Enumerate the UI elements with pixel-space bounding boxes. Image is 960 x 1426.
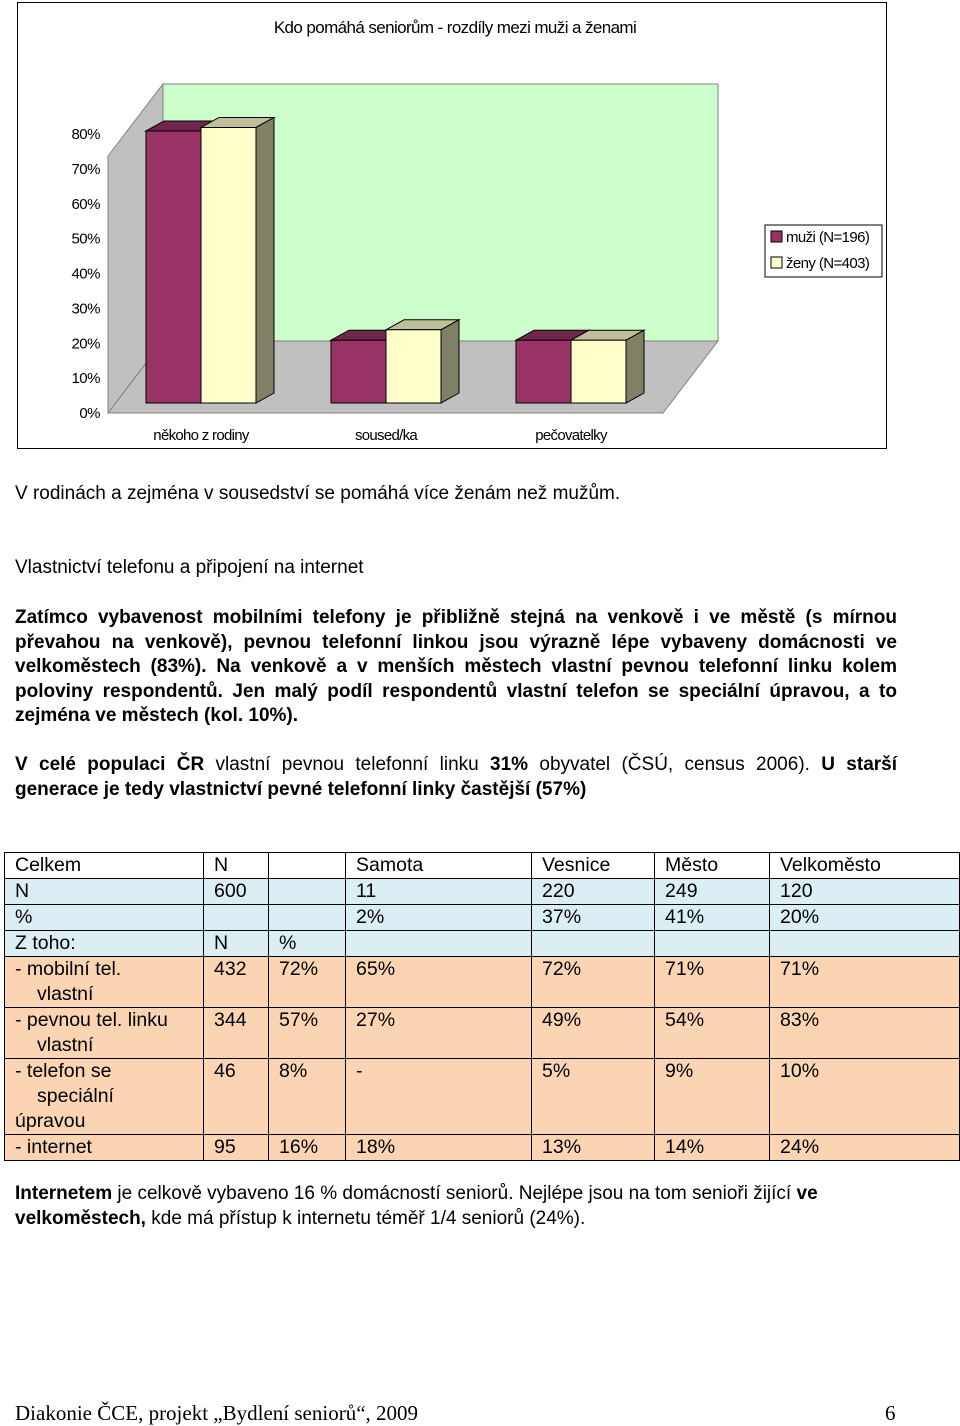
chart-title: Kdo pomáhá seniorům - rozdíly mezi muži a ženami: [273, 18, 637, 37]
table-header-cell: [269, 853, 346, 879]
table-cell: 16%: [269, 1135, 346, 1161]
table-cell: [655, 931, 770, 957]
table-header-row: [5, 853, 960, 879]
para3-text-2: kde má přístup k internetu téměř 1/4 seniorů (24%).: [145, 1208, 586, 1229]
table-row-special-phone: [5, 1059, 960, 1135]
table-cell: [204, 905, 269, 931]
table-cell: [770, 931, 960, 957]
section-heading: Vlastnictví telefonu a připojení na internet: [15, 557, 364, 578]
table-cell: 249: [655, 879, 770, 905]
table-cell: -: [346, 1059, 532, 1135]
table-row-label: [5, 1008, 204, 1059]
table-cell: 65%: [346, 957, 532, 1008]
bar: [331, 340, 386, 403]
table-cell: 71%: [655, 957, 770, 1008]
table-cell: 95: [204, 1135, 269, 1161]
table-cell: [269, 905, 346, 931]
para2-bold-2: 31%: [490, 754, 529, 775]
table-row-label: [5, 957, 204, 1008]
row-label-line: - telefon se: [15, 1060, 112, 1082]
table-cell: 46: [204, 1059, 269, 1135]
table-cell: 49%: [532, 1008, 655, 1059]
table-cell: 600: [204, 879, 269, 905]
table-cell: [269, 879, 346, 905]
table-cell: 41%: [655, 905, 770, 931]
legend-swatch: [771, 257, 782, 268]
paragraph-internet: [15, 1181, 915, 1231]
bar-side: [626, 330, 644, 403]
chart-legend: [765, 225, 882, 277]
table-cell: [532, 931, 655, 957]
table-cell: %: [5, 905, 204, 931]
row-label-line: - pevnou tel. linku: [15, 1009, 168, 1031]
table-row-n: [5, 879, 960, 905]
table-cell: %: [269, 931, 346, 957]
bar: [386, 330, 441, 403]
table-cell: 54%: [655, 1008, 770, 1059]
paragraph-phones: Zatímco vybavenost mobilními telefony je přibližně stejná na venkově i ve městě (s mírnou převahou na venkově), pevnou telefonní linkou jsou výrazně lépe vybaveny domácnosti ve velkoměstech (83%). Na venkově a v menších městech vlastní pevnou telefonní linku kolem poloviny respondentů. Jen malý podíl respondentů vlastní telefon se speciální úpravou, a to zejména ve městech (kol. 10%).: [15, 607, 897, 727]
table-row-label: [5, 1059, 204, 1135]
row-label-line: - mobilní tel.: [15, 958, 122, 980]
para2-text-2: obyvatel (ČSÚ, census 2006).: [528, 754, 822, 775]
para3-text-1: je celkově vybaveno 16 % domácností seniorů. Nejlépe jsou na tom senioři žijící: [112, 1183, 797, 1204]
bar: [516, 340, 571, 403]
paragraph-population: [15, 753, 897, 802]
legend-swatch: [771, 231, 782, 242]
table-cell: 27%: [346, 1008, 532, 1059]
table-cell: 2%: [346, 905, 532, 931]
para2-bold-1: V celé populaci ČR: [15, 754, 205, 775]
y-tick-label: 70%: [71, 160, 100, 178]
bar-chart: [18, 3, 888, 450]
table-cell: 220: [532, 879, 655, 905]
legend-label: muži (N=196): [786, 229, 870, 246]
table-row-internet: [5, 1135, 960, 1161]
table-row-ztoho: [5, 931, 960, 957]
bar-side: [441, 320, 459, 403]
table-cell: 20%: [770, 905, 960, 931]
footer-text: Diakonie ČCE, projekt „Bydlení seniorů“, 2009: [15, 1401, 419, 1425]
y-tick-label: 20%: [71, 335, 100, 353]
row-label-line: vlastní: [37, 1034, 94, 1056]
table-cell: 344: [204, 1008, 269, 1059]
bar: [201, 127, 256, 403]
row-label-line: vlastní: [37, 983, 94, 1005]
table-cell: N: [5, 879, 204, 905]
page-number: 6: [885, 1401, 896, 1425]
y-axis-ticks: [71, 126, 100, 422]
x-tick-label: soused/ka: [354, 427, 418, 444]
table-row-percent: [5, 905, 960, 931]
table-cell: 24%: [770, 1135, 960, 1161]
table-cell: 37%: [532, 905, 655, 931]
y-tick-label: 50%: [71, 230, 100, 248]
table-cell: 5%: [532, 1059, 655, 1135]
y-tick-label: 80%: [71, 126, 100, 143]
para2-text-1: vlastní pevnou telefonní linku: [204, 754, 491, 775]
table-cell: 120: [770, 879, 960, 905]
chart-container: [17, 2, 887, 449]
table-cell: 18%: [346, 1135, 532, 1161]
bar: [146, 131, 201, 403]
table-cell: 72%: [532, 957, 655, 1008]
table-row-landline: [5, 1008, 960, 1059]
table-cell: 14%: [655, 1135, 770, 1161]
chart-caption: V rodinách a zejména v sousedství se pomáhá více ženám než mužům.: [15, 483, 621, 504]
y-tick-label: 40%: [71, 265, 100, 283]
para2-bold-3: U starší generace je tedy vlastnictví pevné telefonní linky častější (57%): [15, 754, 897, 800]
table-cell: 11: [346, 879, 532, 905]
x-tick-label: pečovatelky: [535, 427, 607, 444]
row-label-line: speciální: [37, 1085, 114, 1107]
table-cell: 72%: [269, 957, 346, 1008]
y-tick-label: 60%: [71, 195, 100, 213]
para3-bold-1: Internetem: [15, 1183, 113, 1204]
table-cell: Z toho:: [5, 931, 204, 957]
table-cell: 8%: [269, 1059, 346, 1135]
table-header-cell: N: [204, 853, 269, 879]
table-header-cell: Samota: [346, 853, 532, 879]
table-row-label: - internet: [5, 1135, 204, 1161]
y-tick-label: 0%: [79, 405, 100, 422]
x-axis-ticks: [153, 427, 608, 444]
table-header-cell: Celkem: [5, 853, 204, 879]
table-cell: 83%: [770, 1008, 960, 1059]
table-row-mobile: [5, 957, 960, 1008]
y-tick-label: 10%: [71, 370, 100, 388]
row-label-line: úpravou: [15, 1110, 86, 1132]
para3-bold-2: ve velkoměstech,: [15, 1183, 818, 1229]
table-cell: 9%: [655, 1059, 770, 1135]
bar-side: [256, 117, 274, 403]
legend-label: ženy (N=403): [786, 255, 870, 272]
table-cell: [346, 931, 532, 957]
table-header-cell: Město: [655, 853, 770, 879]
table-header-cell: Vesnice: [532, 853, 655, 879]
table-header-cell: Velkoměsto: [770, 853, 960, 879]
table-cell: 10%: [770, 1059, 960, 1135]
table-cell: 71%: [770, 957, 960, 1008]
table-cell: 13%: [532, 1135, 655, 1161]
statistics-table: [4, 852, 960, 1161]
table-cell: 432: [204, 957, 269, 1008]
bar: [571, 340, 626, 403]
table-cell: 57%: [269, 1008, 346, 1059]
y-tick-label: 30%: [71, 300, 100, 318]
x-tick-label: někoho z rodiny: [153, 427, 249, 444]
table-cell: N: [204, 931, 269, 957]
